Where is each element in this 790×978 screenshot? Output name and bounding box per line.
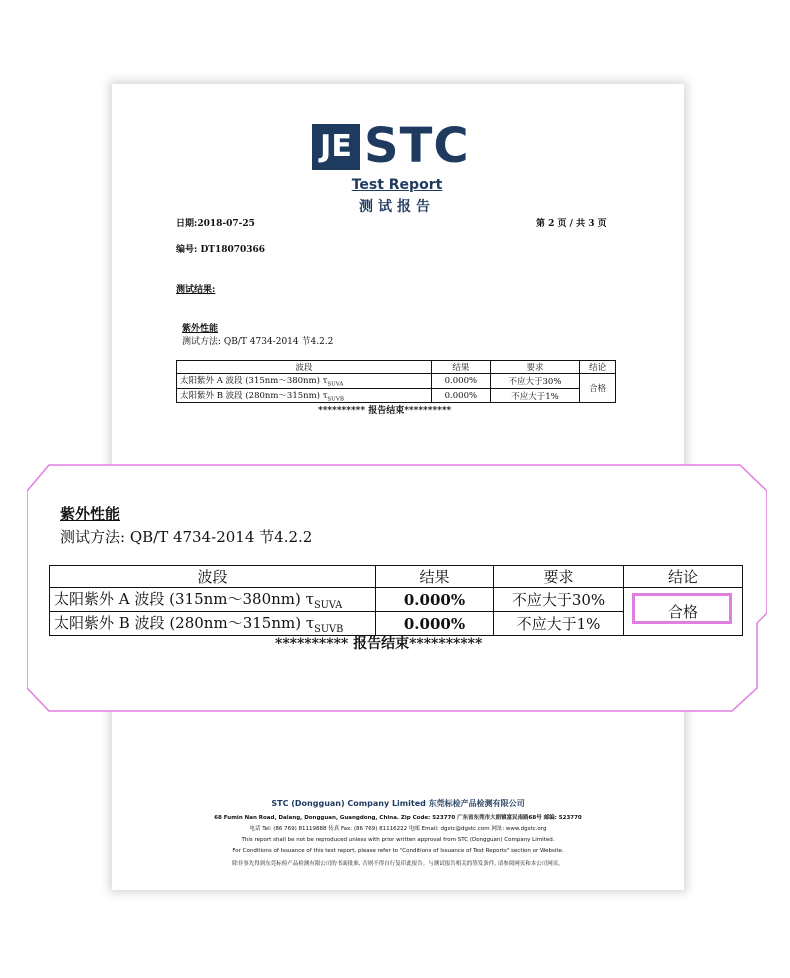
zoom-band-text: 太阳紫外 B 波段 (280nm～315nm) τ — [54, 614, 315, 632]
report-date: 日期:2018-07-25 — [176, 219, 255, 229]
zoom-header-row — [50, 566, 743, 588]
header-requirement: 要求 — [490, 361, 579, 374]
zoom-band-cell — [50, 588, 376, 612]
table-row — [177, 374, 616, 389]
band-text: 太阳紫外 B 波段 (280nm～315nm) τ — [180, 390, 328, 401]
end-of-report: ********** 报告结束********** — [318, 406, 452, 416]
requirement-cell: 不应大于1% — [490, 388, 579, 403]
zoom-band-subscript: SUVA — [313, 600, 343, 611]
zoom-header-requirement: 要求 — [494, 566, 624, 588]
footer-notice-3: 除非事先得到东莞标检产品检测有限公司的书面批准, 否则不得自行复印此报告。与测试报告相关的签发条件, 请参阅网页和本公司网页。 — [232, 861, 564, 867]
zoom-result-cell: 0.000% — [376, 612, 494, 636]
zoom-end-of-report: ********** 报告结束********** — [275, 636, 483, 652]
report-number: 编号: DT18070366 — [176, 245, 266, 255]
zoom-header-conclusion: 结论 — [624, 566, 743, 588]
band-subscript: SUVA — [327, 381, 344, 388]
report-title-zh: 测试报告 — [359, 199, 435, 215]
zoom-requirement-cell: 不应大于1% — [494, 612, 624, 636]
table-row — [177, 388, 616, 403]
page-number: 第 2 页 / 共 3 页 — [536, 219, 607, 229]
zoom-conclusion-cell: 合格 — [624, 588, 743, 636]
logo-text: STC — [364, 118, 470, 174]
stc-logo — [312, 118, 482, 174]
zoom-section-title: 紫外性能 — [60, 505, 121, 523]
conclusion-cell: 合格 — [580, 374, 616, 403]
header-conclusion: 结论 — [580, 361, 616, 374]
test-method: 测试方法: QB/T 4734-2014 节4.2.2 — [182, 337, 334, 347]
section-title: 紫外性能 — [182, 324, 219, 334]
footer-address: 68 Fumin Nan Road, Dalang, Dongguan, Guangdong, China. Zip Code: 523770 广东省东莞市大朗镇富民南路68号 邮编: 523770 — [214, 815, 582, 821]
requirement-cell: 不应大于30% — [490, 374, 579, 389]
zoom-requirement-cell: 不应大于30% — [494, 588, 624, 612]
footer-contact: 电话 Tel: (86 769) 81119888 传真 Fax: (86 769) 81116222 电邮 Email: dgstc@dgstc.com 网址: www.dgstc.org — [249, 826, 547, 832]
zoom-band-cell — [50, 612, 376, 636]
logo-mark: JE — [312, 124, 360, 170]
zoom-header-result: 结果 — [376, 566, 494, 588]
conclusion-highlight — [632, 593, 732, 624]
header-result: 结果 — [431, 361, 490, 374]
zoom-result-cell: 0.000% — [376, 588, 494, 612]
results-heading: 测试结果: — [176, 285, 216, 295]
result-cell: 0.000% — [431, 388, 490, 403]
band-subscript: SUVB — [327, 396, 344, 403]
zoom-header-band: 波段 — [50, 566, 376, 588]
results-table — [176, 360, 616, 403]
report-title-en: Test Report — [351, 177, 443, 193]
footer-notice-1: This report shall be not be reproduced unless with prior written approval from STC (Dongguan) Company Limited. — [241, 837, 555, 843]
footer-notice-2: For Conditions of Issuance of this test report, please refer to "Conditions of Issuance of Test Reports" section or Website. — [232, 848, 564, 854]
result-cell: 0.000% — [431, 374, 490, 389]
band-cell — [177, 388, 432, 403]
zoom-band-text: 太阳紫外 A 波段 (315nm～380nm) τ — [54, 590, 314, 608]
footer-company: STC (Dongguan) Company Limited 东莞标检产品检测有限公司 — [271, 799, 525, 808]
header-band: 波段 — [177, 361, 432, 374]
band-text: 太阳紫外 A 波段 (315nm～380nm) τ — [180, 376, 328, 386]
band-cell — [177, 374, 432, 389]
zoom-test-method: 测试方法: QB/T 4734-2014 节4.2.2 — [60, 528, 313, 546]
table-header-row — [177, 361, 616, 374]
zoom-band-subscript: SUVB — [314, 624, 344, 635]
